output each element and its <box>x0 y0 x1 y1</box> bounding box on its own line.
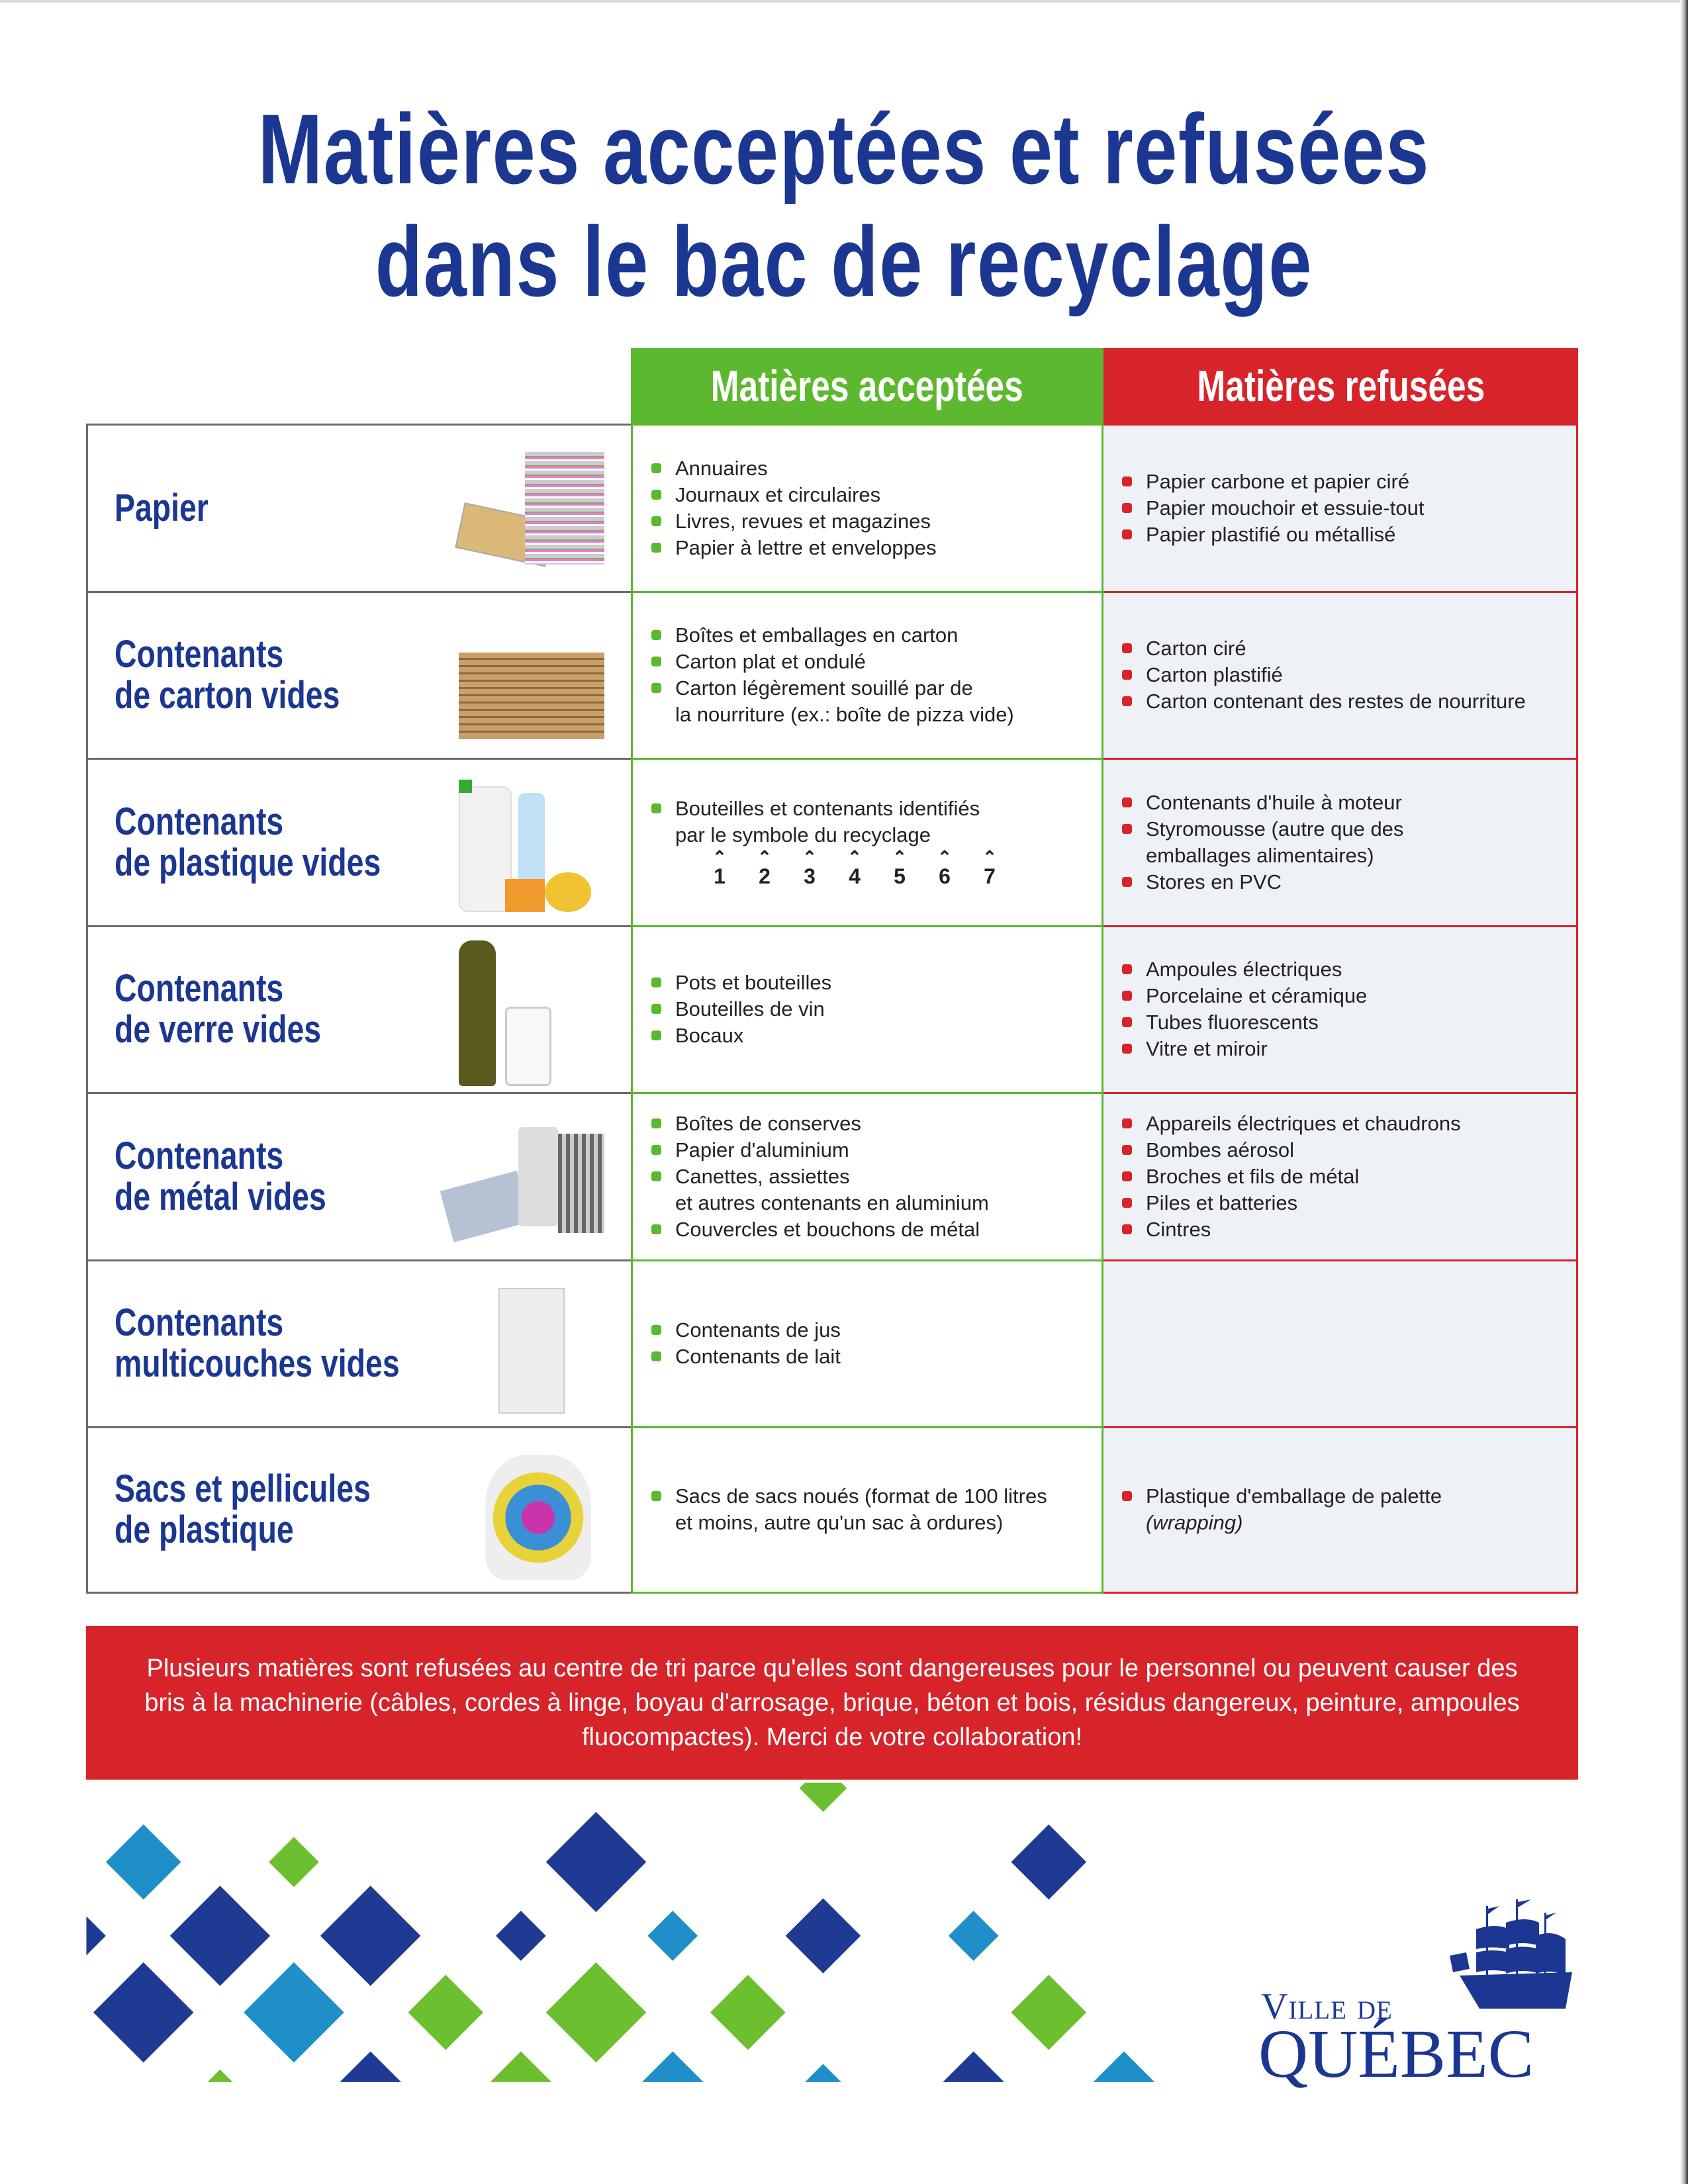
accepted-list <box>651 970 831 1049</box>
diamond-shape <box>786 1898 861 1974</box>
cardboard-stack-image <box>445 606 604 745</box>
refused-item: Carton contenant des restes de nourriture <box>1122 688 1526 715</box>
page-title-line-2 <box>0 206 1688 317</box>
logo-text-quebec: QUÉBEC <box>1258 2016 1534 2092</box>
refused-item: Papier mouchoir et essuie-tout <box>1122 495 1424 522</box>
category-cell <box>86 591 631 758</box>
accepted-item: Bouteilles de vin <box>651 996 831 1023</box>
category-label-line: Contenants <box>115 1301 284 1345</box>
accepted-item: Bouteilles et contenants identifiés <box>651 796 1010 822</box>
category-label-line: de plastique <box>115 1508 294 1552</box>
accepted-item: Annuaires <box>651 455 937 482</box>
list-item-continuation: la nourriture (ex.: boîte de pizza vide) <box>675 703 1014 727</box>
accepted-item: Boîtes et emballages en carton <box>651 622 1014 649</box>
diamond-shape <box>1086 2052 1162 2127</box>
ville-de-quebec-logo <box>1258 1893 1582 2098</box>
milk-carton-image <box>445 1275 604 1414</box>
accepted-item: Papier à lettre et enveloppes <box>651 535 937 561</box>
refused-header-text: Matières refusées <box>1197 361 1485 410</box>
ship-icon <box>1446 1899 1579 2012</box>
table-row <box>86 1426 1578 1594</box>
diamond-shape <box>320 1886 420 1985</box>
warning-banner <box>86 1626 1578 1780</box>
category-label-line: de métal vides <box>115 1175 326 1218</box>
refused-item: Plastique d'emballage de palette <box>1122 1483 1442 1510</box>
category-cell <box>86 1092 631 1259</box>
table-row <box>86 758 1578 925</box>
accepted-cell <box>631 1259 1103 1427</box>
diamond-shape <box>170 1886 270 1985</box>
category-cell <box>86 424 631 591</box>
page-right-edge <box>1680 0 1688 2184</box>
recycling-symbol-icon: ⌃ 7 <box>969 851 1010 889</box>
accepted-item: Boîtes de conserves <box>651 1111 989 1137</box>
refused-cell <box>1103 591 1578 758</box>
diamond-shape <box>546 1812 646 1912</box>
table-row <box>86 591 1578 758</box>
category-label <box>115 488 485 529</box>
refused-item: Styromousse (autre que des <box>1122 816 1403 842</box>
accepted-item: Papier d'aluminium <box>651 1137 989 1163</box>
accepted-item: Carton légèrement souillé par de <box>651 675 1014 702</box>
refused-item: Carton ciré <box>1122 635 1526 662</box>
accepted-list <box>651 1483 1047 1536</box>
diamond-shape <box>106 1825 181 1900</box>
warning-text: Plusieurs matières sont refusées au centre de tri parce qu'elles sont dangereuses pour le personnel ou peuvent causer des bris à la machinerie (câbles, cordes à linge, boyau d'arrosage, brique, béton et bois, résidus dangereux, peinture, ampoules fluocompactes). Merci de votre collaboration! <box>144 1655 1520 1751</box>
refused-cell <box>1103 1259 1578 1427</box>
accepted-item: Bocaux <box>651 1023 831 1049</box>
refused-item: Bombes aérosol <box>1122 1137 1461 1163</box>
list-item-continuation: et autres contenants en aluminium <box>675 1191 989 1214</box>
refused-cell <box>1103 925 1578 1093</box>
refused-cell <box>1103 758 1578 925</box>
refused-list <box>1122 1483 1442 1536</box>
diamond-shape <box>408 1975 483 2050</box>
diamond-shape <box>269 1837 319 1888</box>
diamond-shape <box>635 2052 710 2127</box>
accepted-item: Couvercles et bouchons de métal <box>651 1216 989 1243</box>
category-cell <box>86 1426 631 1594</box>
diamond-shape <box>710 1975 786 2050</box>
accepted-item: Contenants de lait <box>651 1343 841 1370</box>
page-title-line-1 <box>0 93 1688 205</box>
category-cell <box>86 925 631 1093</box>
refused-item: Carton plastifié <box>1122 662 1526 688</box>
diamond-shape <box>67 1917 106 1956</box>
diamond-shape <box>1011 1825 1086 1900</box>
list-item-continuation: (wrapping) <box>1146 1511 1243 1535</box>
accepted-item: Sacs de sacs noués (format de 100 litres <box>651 1483 1047 1510</box>
refused-item: Stores en PVC <box>1122 869 1403 895</box>
accepted-list <box>651 1317 841 1370</box>
table-row <box>86 1259 1578 1427</box>
recycling-symbol-icon: ⌃ 1 <box>699 851 740 889</box>
diamond-shape <box>244 1962 344 2062</box>
recycling-symbols <box>651 851 1010 889</box>
accepted-cell <box>631 1092 1103 1259</box>
refused-item: Papier plastifié ou métallisé <box>1122 522 1424 548</box>
table-row <box>86 1092 1578 1259</box>
refused-item: Broches et fils de métal <box>1122 1163 1461 1190</box>
list-item-continuation: emballages alimentaires) <box>1146 843 1374 867</box>
refused-item: Tubes fluorescents <box>1122 1009 1367 1036</box>
accepted-item: Journaux et circulaires <box>651 482 937 508</box>
accepted-header <box>631 348 1103 424</box>
category-label-line: de plastique vides <box>115 841 381 884</box>
category-label-line: Contenants <box>115 633 284 676</box>
refused-item: Papier carbone et papier ciré <box>1122 469 1424 495</box>
metal-cans-image <box>445 1107 604 1246</box>
refused-list <box>1122 469 1424 548</box>
category-cell <box>86 758 631 925</box>
recycling-symbol-icon: ⌃ 2 <box>744 851 785 889</box>
recycling-symbol-icon: ⌃ 5 <box>879 851 920 889</box>
list-item-continuation: par le symbole du recyclage <box>675 823 931 846</box>
list-item-continuation: et moins, autre qu'un sac à ordures) <box>675 1511 1004 1535</box>
diamond-shape <box>949 1911 999 1961</box>
plastic-bottles-image <box>445 773 604 912</box>
accepted-list <box>651 622 1014 728</box>
category-cell <box>86 1259 631 1427</box>
category-label-line: Contenants <box>115 799 284 843</box>
page-top-edge <box>0 0 1688 3</box>
refused-item: Porcelaine et céramique <box>1122 983 1367 1009</box>
glass-bottle-jar-image <box>445 940 604 1079</box>
accepted-list <box>651 796 1010 889</box>
recycling-symbol-icon: ⌃ 4 <box>834 851 875 889</box>
category-label-line: Contenants <box>115 1134 284 1177</box>
title-text: dans le bac de recyclage <box>375 206 1313 317</box>
accepted-cell <box>631 1426 1103 1594</box>
category-label-line: multicouches vides <box>115 1342 400 1386</box>
accepted-cell <box>631 591 1103 758</box>
refused-item: Cintres <box>1122 1216 1461 1243</box>
category-label <box>115 1469 485 1551</box>
category-label-line: Papier <box>115 486 209 529</box>
recycling-symbol-icon: ⌃ 3 <box>789 851 830 889</box>
materials-table <box>86 424 1578 1594</box>
title-text: Matières acceptées et refusées <box>258 93 1430 205</box>
diamond-shape <box>496 1911 546 1961</box>
category-label <box>115 634 485 716</box>
refused-list <box>1122 1111 1461 1243</box>
accepted-item: Carton plat et ondulé <box>651 649 1014 675</box>
accepted-cell <box>631 424 1103 591</box>
category-label-line: de carton vides <box>115 674 340 717</box>
diamond-shape <box>546 1962 646 2062</box>
refused-item: Appareils électriques et chaudrons <box>1122 1111 1461 1137</box>
diamond-shape <box>1011 1975 1086 2050</box>
refused-list <box>1122 790 1403 895</box>
accepted-item: Contenants de jus <box>651 1317 841 1343</box>
plastic-bag-image <box>445 1441 604 1580</box>
accepted-item: Canettes, assiettes <box>651 1163 989 1190</box>
category-label <box>115 1136 485 1218</box>
refused-cell <box>1103 424 1578 591</box>
paper-stack-image <box>445 439 604 578</box>
refused-item: Ampoules électriques <box>1122 956 1367 983</box>
category-label <box>115 801 485 884</box>
diamond-shape <box>936 2052 1011 2127</box>
diamond-shape <box>93 1962 193 2062</box>
diamond-shape <box>798 2064 849 2115</box>
accepted-cell <box>631 758 1103 925</box>
accepted-cell <box>631 925 1103 1093</box>
refused-item: Piles et batteries <box>1122 1190 1461 1216</box>
table-row <box>86 424 1578 591</box>
refused-cell <box>1103 1426 1578 1594</box>
accepted-header-text: Matières acceptées <box>710 361 1024 410</box>
diamond-shape <box>201 2070 240 2109</box>
category-label-line: Contenants <box>115 967 284 1011</box>
category-label-line: Sacs et pellicules <box>115 1467 371 1511</box>
accepted-list <box>651 455 937 561</box>
accepted-list <box>651 1111 989 1243</box>
accepted-item: Livres, revues et magazines <box>651 508 937 535</box>
logo-text-ville-de: Ville de <box>1261 1986 1393 2027</box>
refused-list <box>1122 956 1367 1062</box>
diamond-shape <box>647 1911 698 1961</box>
table-row <box>86 925 1578 1093</box>
category-label-line: de verre vides <box>115 1008 322 1052</box>
refused-item: Contenants d'huile à moteur <box>1122 790 1403 816</box>
category-label <box>115 968 485 1050</box>
refused-cell <box>1103 1092 1578 1259</box>
refused-item: Vitre et miroir <box>1122 1036 1367 1062</box>
recycling-symbol-icon: ⌃ 6 <box>924 851 965 889</box>
refused-list <box>1122 635 1526 715</box>
category-label <box>115 1302 485 1385</box>
accepted-item: Pots et bouteilles <box>651 970 831 996</box>
diamond-shape <box>333 2052 408 2127</box>
diamond-shape <box>483 2052 559 2127</box>
refused-header <box>1103 348 1578 424</box>
